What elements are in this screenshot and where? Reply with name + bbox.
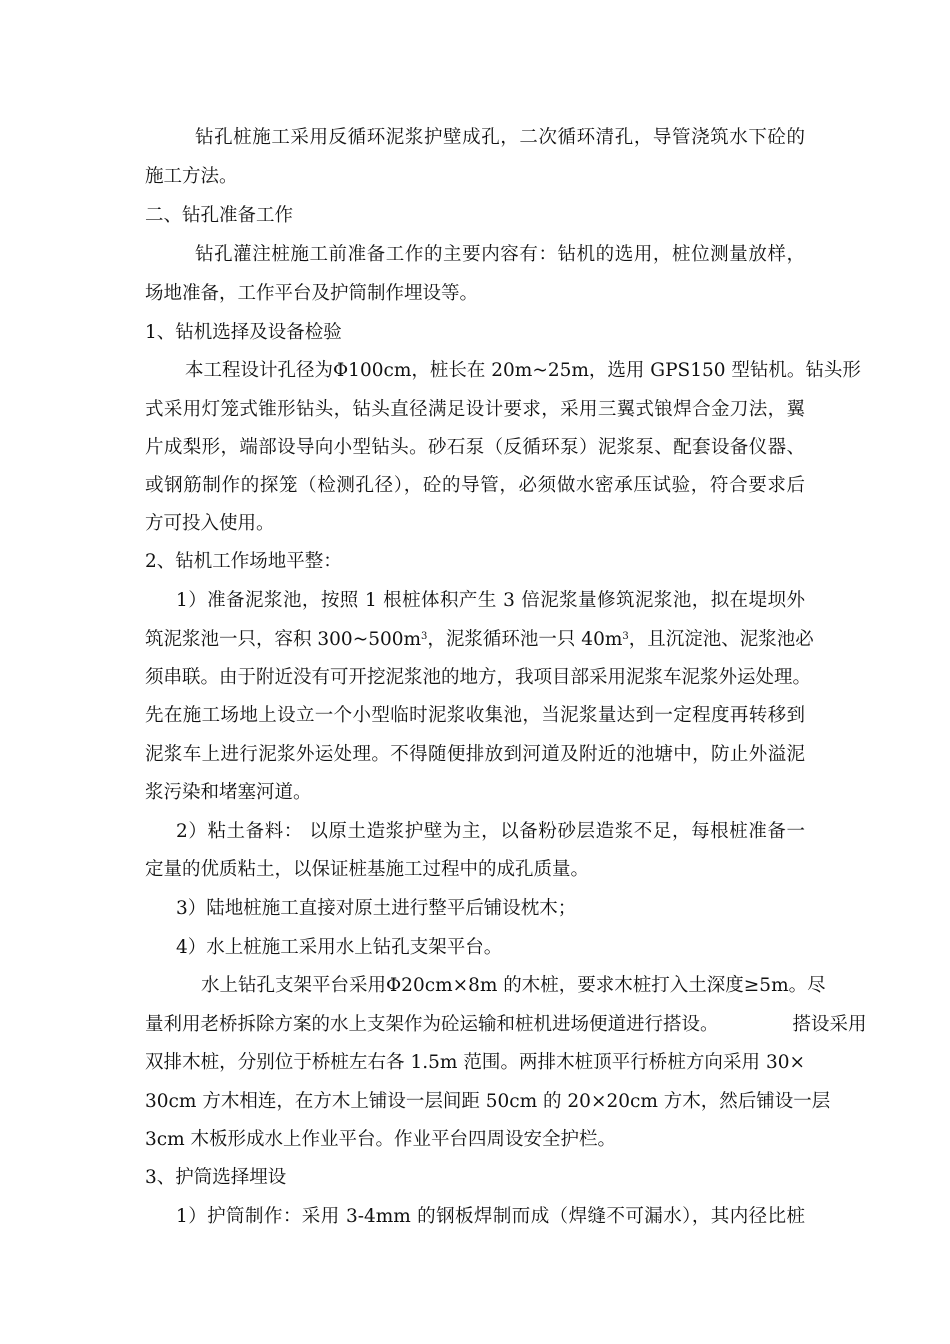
paragraph-line: 钻孔灌注桩施工前准备工作的主要内容有：钻机的选用，桩位测量放样，: [195, 244, 805, 265]
paragraph-line: 或钢筋制作的探笼（检测孔径），砼的导管，必须做水密承压试验，符合要求后: [145, 475, 805, 496]
superscript: 3: [622, 631, 629, 642]
paragraph-line: 泥浆车上进行泥浆外运处理。不得随便排放到河道及附近的池塘中，防止外溢泥: [145, 744, 805, 765]
paragraph-line: [145, 1012, 867, 1038]
paragraph-line: 方可投入使用。: [145, 513, 275, 534]
paragraph-line: 先在施工场地上设立一个小型临时泥浆收集池，当泥浆量达到一定程度再转移到: [145, 705, 805, 726]
paragraph-line: 式采用灯笼式锥形钻头，钻头直径满足设计要求，采用三翼式锒焊合金刀法，翼: [145, 399, 805, 420]
paragraph-line: 30cm 方木相连，在方木上铺设一层间距 50cm 的 20×20cm 方木，然后铺设一层: [145, 1091, 831, 1112]
paragraph-line: [145, 627, 814, 653]
section-heading: 二、钻孔准备工作: [145, 205, 294, 226]
line-part: ，泥浆循环池一只 40m: [427, 629, 623, 650]
paragraph-line: 2）粘土备料： 以原土造浆护壁为主，以备粉砂层造浆不足，每根桩准备一: [176, 821, 805, 842]
line-part: ，且沉淀池、泥浆池必: [628, 629, 814, 650]
paragraph-line: 定量的优质粘土，以保证桩基施工过程中的成孔质量。: [145, 859, 590, 880]
paragraph-line: 1）护筒制作：采用 3-4mm 的钢板焊制而成（焊缝不可漏水），其内径比桩: [176, 1206, 805, 1227]
paragraph-line: 3cm 木板形成水上作业平台。作业平台四周设安全护栏。: [145, 1129, 617, 1150]
paragraph-line: 施工方法。: [145, 166, 238, 187]
line-part: 筑泥浆池一只，容积 300~500m: [145, 629, 422, 650]
line-part: 量利用老桥拆除方案的水上支架作为砼运输和桩机进场便道进行搭设。: [145, 1014, 719, 1035]
paragraph-line: 双排木桩，分别位于桥桩左右各 1.5m 范围。两排木桩顶平行桥桩方向采用 30×: [145, 1052, 805, 1073]
paragraph-line: 钻孔桩施工采用反循环泥浆护壁成孔，二次循环清孔，导管浇筑水下砼的: [195, 127, 805, 148]
paragraph-line: 3）陆地桩施工直接对原土进行整平后铺设枕木；: [176, 898, 577, 919]
subsection-heading: 2、钻机工作场地平整：: [145, 551, 342, 572]
paragraph-line: 场地准备，工作平台及护筒制作埋设等。: [145, 283, 479, 304]
paragraph-line: 片成梨形，端部设导向小型钻头。砂石泵（反循环泵）泥浆泵、配套设备仪器、: [145, 437, 805, 458]
paragraph-line: 须串联。由于附近没有可开挖泥浆池的地方，我项目部采用泥浆车泥浆外运处理。: [145, 667, 812, 688]
subsection-heading: 1、钻机选择及设备检验: [145, 322, 342, 343]
line-part: 搭设采用: [792, 1014, 867, 1035]
paragraph-line: 浆污染和堵塞河道。: [145, 782, 312, 803]
superscript: 3: [421, 631, 428, 642]
paragraph-line: 4）水上桩施工采用水上钻孔支架平台。: [176, 937, 503, 958]
paragraph-line: 水上钻孔支架平台采用Φ20cm×8m 的木桩，要求木桩打入土深度≥5m。尽: [201, 975, 826, 996]
paragraph-line: 1）准备泥浆池，按照 1 根桩体积产生 3 倍泥浆量修筑泥浆池，拟在堤坝外: [176, 590, 805, 611]
paragraph-line: 本工程设计孔径为Φ100cm，桩长在 20m~25m，选用 GPS150 型钻机。钻头形: [185, 360, 861, 381]
subsection-heading: 3、护筒选择埋设: [145, 1167, 287, 1188]
